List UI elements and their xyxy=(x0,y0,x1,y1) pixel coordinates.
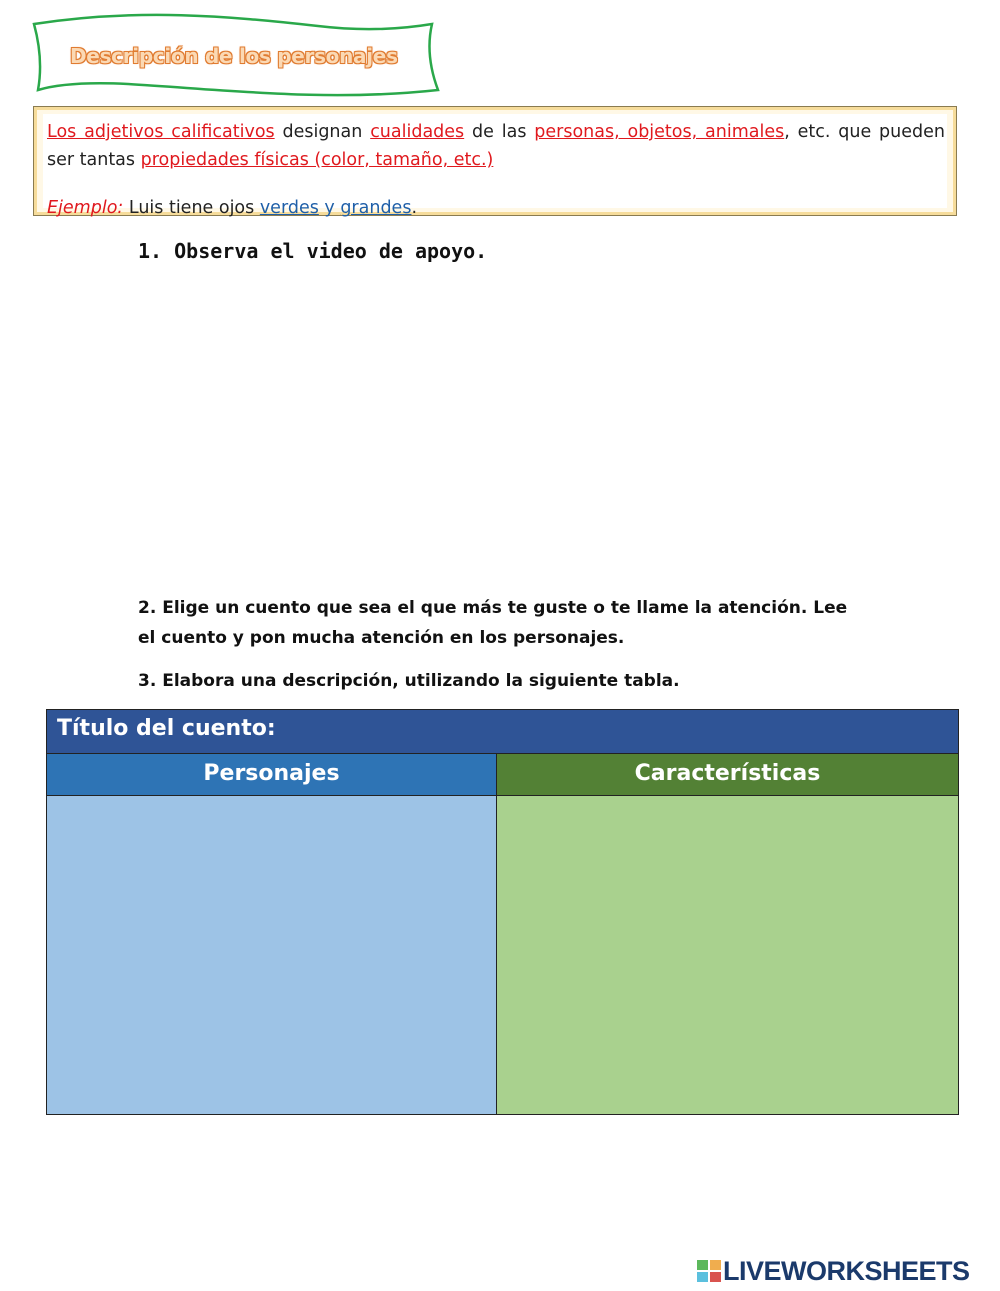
term-adjetivos: Los adjetivos calificativos xyxy=(47,122,275,142)
definition-text xyxy=(47,118,945,174)
caracteristicas-input-cell[interactable] xyxy=(497,796,958,1114)
table-title-row[interactable] xyxy=(47,710,958,754)
example-label: Ejemplo: xyxy=(47,198,124,218)
description-table xyxy=(46,709,959,1115)
step-1: 1. Observa el video de apoyo. xyxy=(138,239,488,263)
example-line xyxy=(47,194,417,222)
logo-text: LIVEWORKSHEETS xyxy=(723,1256,970,1286)
table-title: Título del cuento: xyxy=(57,716,276,741)
term-cualidades: cualidades xyxy=(370,122,465,142)
example-text-2: y xyxy=(318,198,341,218)
def-text-4: de las xyxy=(464,122,535,142)
liveworksheets-mark-icon xyxy=(697,1260,721,1282)
def-text-2: designan xyxy=(274,122,371,142)
term-personas: personas, objetos, animales xyxy=(534,122,785,142)
def-text-6: , etc. que pueden ser tantas xyxy=(47,122,945,170)
example-word-grandes: grandes xyxy=(340,198,412,218)
step-3: 3. Elabora una descripción, utilizando la siguiente tabla. xyxy=(138,671,680,691)
example-text-3: . xyxy=(411,198,418,218)
banner-title: Descripción de los personajes xyxy=(70,44,398,68)
example-text-1: Luis tiene ojos xyxy=(123,198,260,218)
column-header-personajes: Personajes xyxy=(47,754,497,796)
example-word-verdes: verdes xyxy=(259,198,319,218)
term-propiedades: propiedades físicas (color, tamaño, etc.) xyxy=(140,150,494,170)
liveworksheets-logo xyxy=(697,1257,993,1285)
column-header-caracteristicas: Características xyxy=(497,754,958,796)
definition-box xyxy=(33,106,957,216)
personajes-input-cell[interactable] xyxy=(47,796,497,1114)
step-2: 2. Elige un cuento que sea el que más te guste o te llame la atención. Lee el cuento y pon mucha atención en los personajes. xyxy=(138,598,848,648)
